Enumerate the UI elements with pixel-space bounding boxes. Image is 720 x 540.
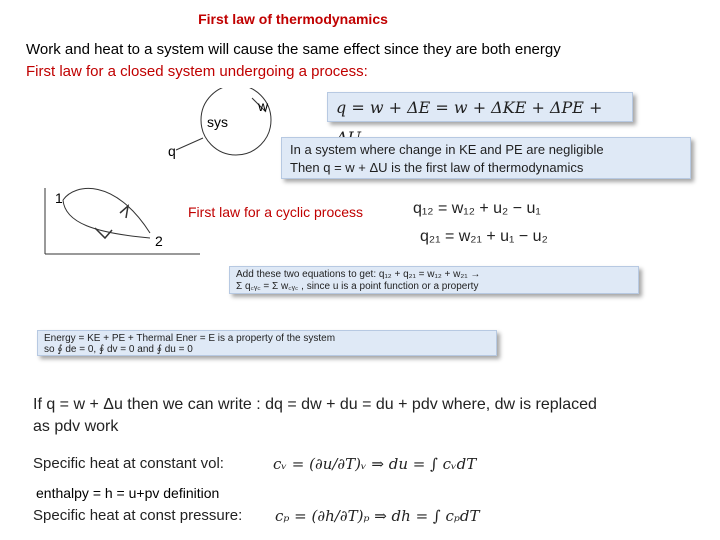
intro-line-2: First law for a closed system undergoing a process: [26, 63, 368, 80]
w-label: w [258, 98, 269, 114]
cv-formula: cᵥ = (∂u/∂T)ᵥ ⇒ du = ∫ cᵥdT [273, 455, 477, 473]
equation-q12: q₁₂ = w₁₂ + u₂ − u₁ [413, 200, 541, 217]
cycle-path-lower [63, 200, 150, 238]
cp-label: Specific heat at const pressure: [33, 507, 243, 524]
cv-label: Specific heat at constant vol: [33, 455, 224, 472]
paragraph-line-1: If q = w + Δu then we can write : dq = dw + du = du + pdv where, dw is replaced [33, 396, 597, 413]
energy-property-box [37, 330, 497, 356]
cyclic-process-label: First law for a cyclic process [188, 204, 364, 220]
energy-line-2: so ∮ de = 0, ∮ dv = 0 and ∮ du = 0 [44, 344, 193, 355]
first-law-equation-box: q = w + ΔE = w + ΔKE + ΔPE + [327, 92, 633, 122]
sys-label: sys [207, 114, 228, 130]
add-line-1: Add these two equations to get: q₁₂ + q₂₁ = w₁₂ + w₂₁ → [236, 269, 481, 280]
paragraph-line-2: as pdv work [33, 418, 119, 435]
enthalpy-definition: enthalpy = h = u+pv definition [36, 485, 220, 501]
energy-line-1: Energy = KE + PE + Thermal Ener = E is a property of the system [44, 333, 336, 344]
equation-q21: q₂₁ = w₂₁ + u₁ − u₂ [420, 228, 548, 245]
intro-line-1: Work and heat to a system will cause the same effect since they are both energy [26, 41, 561, 58]
cycle-path-upper [63, 188, 150, 233]
cycle-arrow-lower [95, 228, 112, 238]
process-diagram [40, 88, 320, 278]
heat-arrow [176, 138, 203, 150]
state-2-label: 2 [155, 233, 163, 249]
page-title: First law of thermodynamics [198, 11, 388, 27]
cycle-arrow-upper [120, 206, 128, 218]
cp-formula: cₚ = (∂h/∂T)ₚ ⇒ dh = ∫ cₚdT [275, 507, 480, 525]
negligible-ke-pe-box [281, 137, 691, 179]
add-equations-box [229, 266, 639, 294]
add-line-2: Σ q꜀ᵧ꜀ = Σ w꜀ᵧ꜀ , since u is a point function or a property [236, 281, 479, 292]
q-label: q [168, 143, 176, 159]
state-1-label: 1 [55, 190, 63, 206]
negligible-line-2: Then q = w + ΔU is the first law of thermodynamics [290, 160, 584, 175]
negligible-line-1: In a system where change in KE and PE are negligible [290, 142, 604, 157]
